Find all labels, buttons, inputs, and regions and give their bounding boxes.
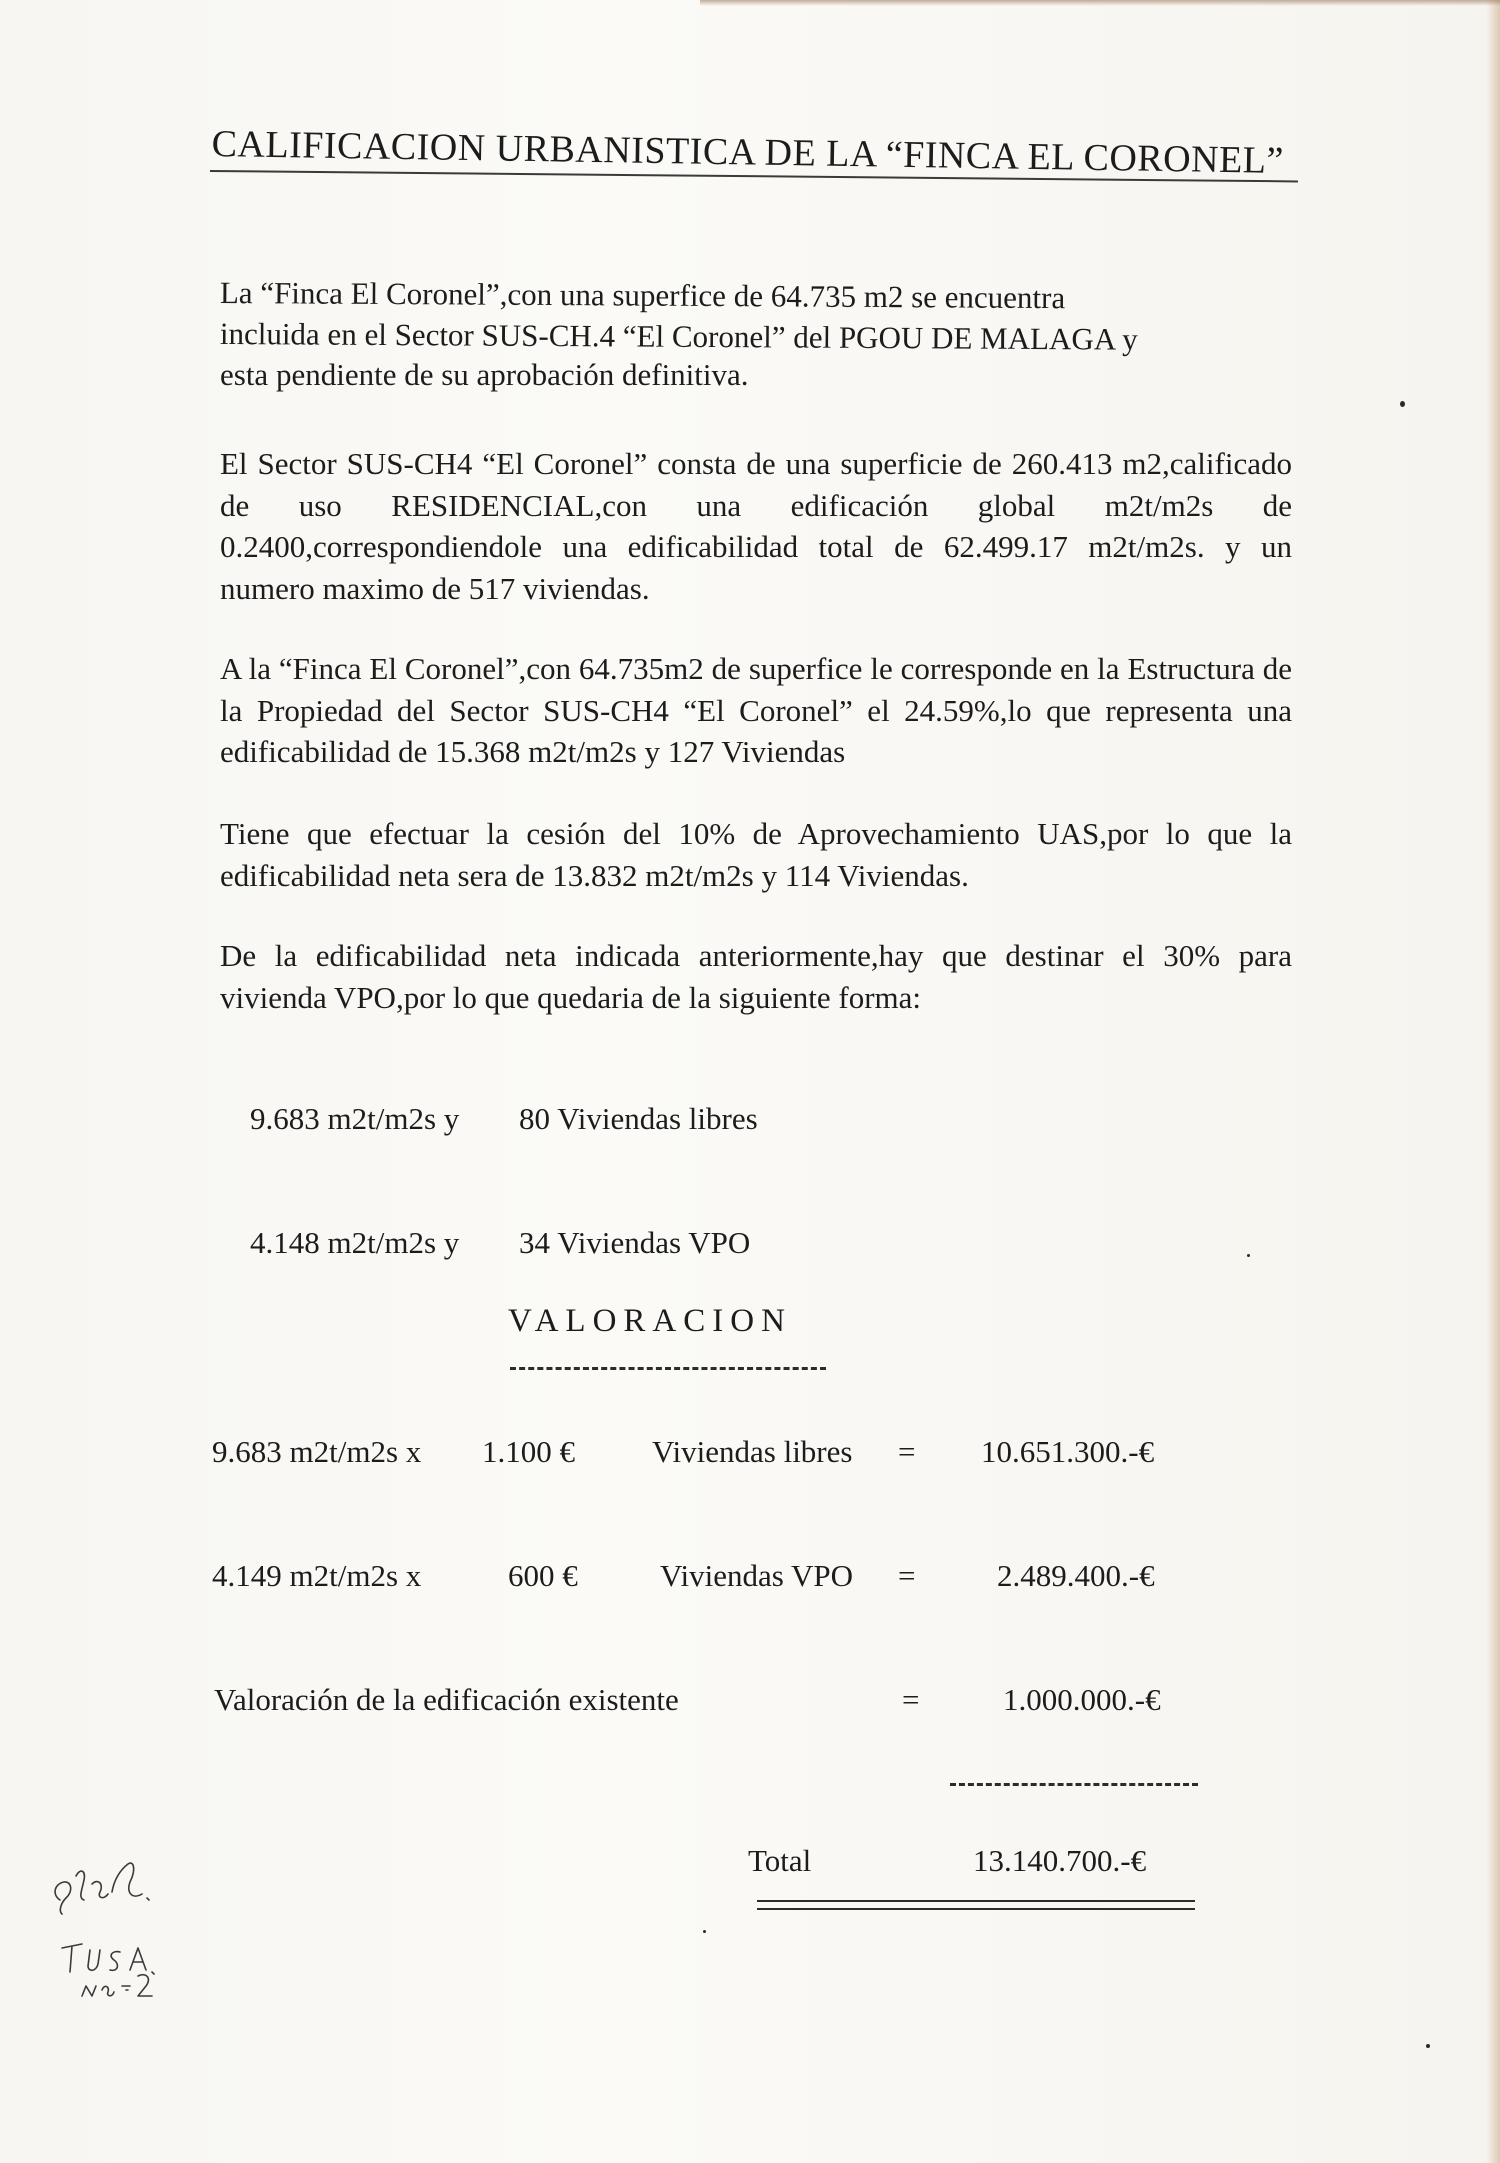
existing-building-eq: =: [902, 1682, 920, 1717]
page-title: CALIFICACION URBANISTICA DE LA “FINCA EL CORONEL”: [211, 122, 1285, 182]
distribution-count-libres: 80 Viviendas libres: [519, 1101, 758, 1136]
valuation-row-libres-price: 1.100 €: [482, 1434, 575, 1469]
paper-speck: [1247, 1254, 1250, 1257]
existing-building-label: Valoración de la edificación existente: [214, 1682, 679, 1717]
valuation-row-libres-label: Viviendas libres: [652, 1434, 853, 1469]
valuation-heading-underline: [510, 1367, 826, 1370]
valuation-heading: VALORACION: [508, 1303, 792, 1339]
paper-speck: [1400, 401, 1405, 407]
paragraph-1-line-3: esta pendiente de su aprobación definitiva.: [220, 357, 749, 392]
distribution-count-vpo: 34 Viviendas VPO: [519, 1225, 751, 1260]
valuation-row-vpo-label: Viviendas VPO: [660, 1558, 854, 1593]
valuation-row-vpo-price: 600 €: [508, 1558, 578, 1593]
paper-top-edge: [700, 0, 1500, 6]
total-amount: 13.140.700.-€: [973, 1843, 1147, 1878]
paragraph-3: A la “Finca El Coronel”,con 64.735m2 de superfice le corresponde en la Estructura de la Propiedad del Sector SUS-CH4 “El Coronel” el 24.59%,lo que representa una edificabilidad de 15.368 m2t/m2s y 127 Viviendas: [220, 651, 1292, 769]
valuation-row-vpo-amount: 2.489.400.-€: [997, 1558, 1155, 1593]
paper-speck: [1426, 2044, 1430, 2048]
valuation-row-libres-amount: 10.651.300.-€: [981, 1434, 1155, 1469]
total-label: Total: [748, 1843, 812, 1878]
paper-edge-shadow: [1486, 0, 1500, 2163]
paragraph-4: Tiene que efectuar la cesión del 10% de Aprovechamiento UAS,por lo que la edificabilidad neta sera de 13.832 m2t/m2s y 114 Viviendas.: [220, 816, 1292, 893]
handwritten-note-signature: [42, 1840, 192, 2020]
paragraph-5: De la edificabilidad neta indicada anteriormente,hay que destinar el 30% para vivienda VPO,por lo que quedaria de la siguiente forma:: [220, 938, 1292, 1015]
total-double-underline: [757, 1900, 1195, 1910]
distribution-area-vpo: 4.148 m2t/m2s y: [250, 1225, 460, 1260]
sum-line: [950, 1783, 1198, 1786]
valuation-row-vpo-eq: =: [898, 1558, 916, 1593]
paragraph-2: El Sector SUS-CH4 “El Coronel” consta de una superficie de 260.413 m2,calificado de uso RESIDENCIAL,con una edificación global m2t/m2s de 0.2400,correspondiendole una edificabilidad total de 62.499.17 m2t/m2s. y un numero maximo de 517 viviendas.: [220, 446, 1292, 606]
paragraph-1-line-2: incluida en el Sector SUS-CH.4 “El Coronel” del PGOU DE MALAGA y: [219, 316, 1138, 357]
valuation-row-libres-eq: =: [898, 1434, 916, 1469]
existing-building-amount: 1.000.000.-€: [1003, 1682, 1161, 1717]
paragraph-1-line-1: La “Finca El Coronel”,con una superfice de 64.735 m2 se encuentra: [219, 275, 1066, 316]
valuation-row-libres-area: 9.683 m2t/m2s x: [212, 1434, 422, 1469]
paper-speck: [703, 1930, 706, 1933]
valuation-row-vpo-area: 4.149 m2t/m2s x: [212, 1558, 422, 1593]
distribution-area-libres: 9.683 m2t/m2s y: [250, 1101, 460, 1136]
